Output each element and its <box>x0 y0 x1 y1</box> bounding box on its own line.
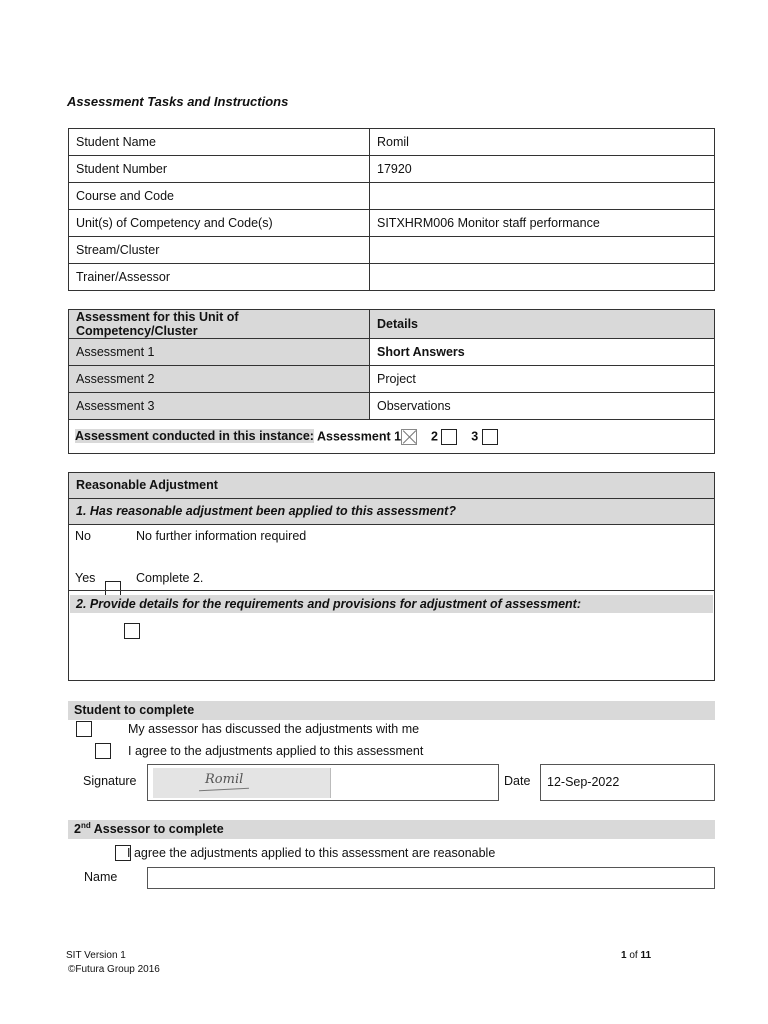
total-pages: 11 <box>640 950 652 961</box>
assessment-table <box>68 309 715 454</box>
second-assessor-title <box>68 820 715 839</box>
signature-text: Romil <box>205 772 244 787</box>
title-number: 2 <box>74 822 81 836</box>
assessment-detail: Observations <box>370 393 715 420</box>
student-details-table <box>68 128 715 291</box>
assessment-label: Assessment 3 <box>69 393 370 420</box>
field-label: Student Number <box>69 156 370 183</box>
field-value[interactable]: Romil <box>370 129 715 156</box>
table-row <box>69 129 715 156</box>
name-field[interactable] <box>147 867 715 889</box>
instance-label: Assessment conducted in this instance: <box>75 428 314 443</box>
option-3-label: 3 <box>471 428 479 443</box>
field-value[interactable] <box>370 183 715 210</box>
table-row <box>69 237 715 264</box>
option-3-checkbox[interactable] <box>482 429 498 445</box>
no-option <box>75 529 91 543</box>
signature-image <box>153 768 331 798</box>
table-row <box>69 339 715 366</box>
date-label: Date <box>504 774 531 788</box>
reasonable-adjustment-section <box>68 472 715 681</box>
discussed-label: My assessor has discussed the adjustments with me <box>128 722 420 736</box>
question-1: 1. Has reasonable adjustment been applied to this assessment? <box>69 499 714 525</box>
question-2: 2. Provide details for the requirements and provisions for adjustment of assessment: <box>70 595 713 613</box>
table-row <box>69 210 715 237</box>
reasonable-label: I agree the adjustments applied to this assessment are reasonable <box>127 846 496 860</box>
assessment-label: Assessment 1 <box>69 339 370 366</box>
page-of: of <box>626 950 641 961</box>
section-title: Reasonable Adjustment <box>69 473 714 499</box>
table-row <box>69 264 715 291</box>
table-header <box>69 310 715 339</box>
agree-checkbox[interactable] <box>95 743 111 759</box>
field-label: Trainer/Assessor <box>69 264 370 291</box>
table-row <box>69 183 715 210</box>
discussed-checkbox[interactable] <box>76 721 92 737</box>
adjustment-details-field[interactable] <box>73 615 710 675</box>
option-1-label: Assessment 1 <box>316 428 402 443</box>
field-label: Student Name <box>69 129 370 156</box>
field-label: Course and Code <box>69 183 370 210</box>
header-cell: Details <box>370 310 715 339</box>
signature-label: Signature <box>83 774 137 788</box>
field-label: Unit(s) of Competency and Code(s) <box>69 210 370 237</box>
no-label: No <box>75 529 91 543</box>
current-page: 1 <box>621 950 627 961</box>
field-value[interactable] <box>370 264 715 291</box>
yes-text: Complete 2. <box>136 571 204 585</box>
title-superscript: nd <box>80 820 91 830</box>
page-number <box>621 950 651 961</box>
signature-underline <box>199 788 249 792</box>
table-row <box>69 156 715 183</box>
title-text: Assessor to complete <box>90 822 224 836</box>
instance-row <box>69 420 715 454</box>
option-2-label: 2 <box>430 428 438 443</box>
field-value[interactable]: SITXHRM006 Monitor staff performance <box>370 210 715 237</box>
footer-version: SIT Version 1 <box>66 950 126 961</box>
no-text: No further information required <box>136 529 307 543</box>
field-value[interactable] <box>370 237 715 264</box>
table-row <box>69 393 715 420</box>
agree-label: I agree to the adjustments applied to this assessment <box>128 744 424 758</box>
assessment-detail: Short Answers <box>370 339 715 366</box>
name-label: Name <box>84 870 118 884</box>
yes-label: Yes <box>75 571 96 585</box>
assessment-detail: Project <box>370 366 715 393</box>
divider <box>69 590 714 591</box>
option-2-checkbox[interactable] <box>441 429 457 445</box>
option-1-checkbox[interactable] <box>401 429 417 445</box>
signature-field[interactable] <box>147 764 499 801</box>
student-section-title: Student to complete <box>68 701 715 720</box>
page-title: Assessment Tasks and Instructions <box>67 94 289 109</box>
header-cell: Assessment for this Unit of Competency/Cluster <box>69 310 370 339</box>
field-label: Stream/Cluster <box>69 237 370 264</box>
footer-copyright: ©Futura Group 2016 <box>68 964 160 975</box>
table-row <box>69 366 715 393</box>
field-value[interactable]: 17920 <box>370 156 715 183</box>
date-field[interactable]: 12-Sep-2022 <box>540 764 715 801</box>
assessment-label: Assessment 2 <box>69 366 370 393</box>
